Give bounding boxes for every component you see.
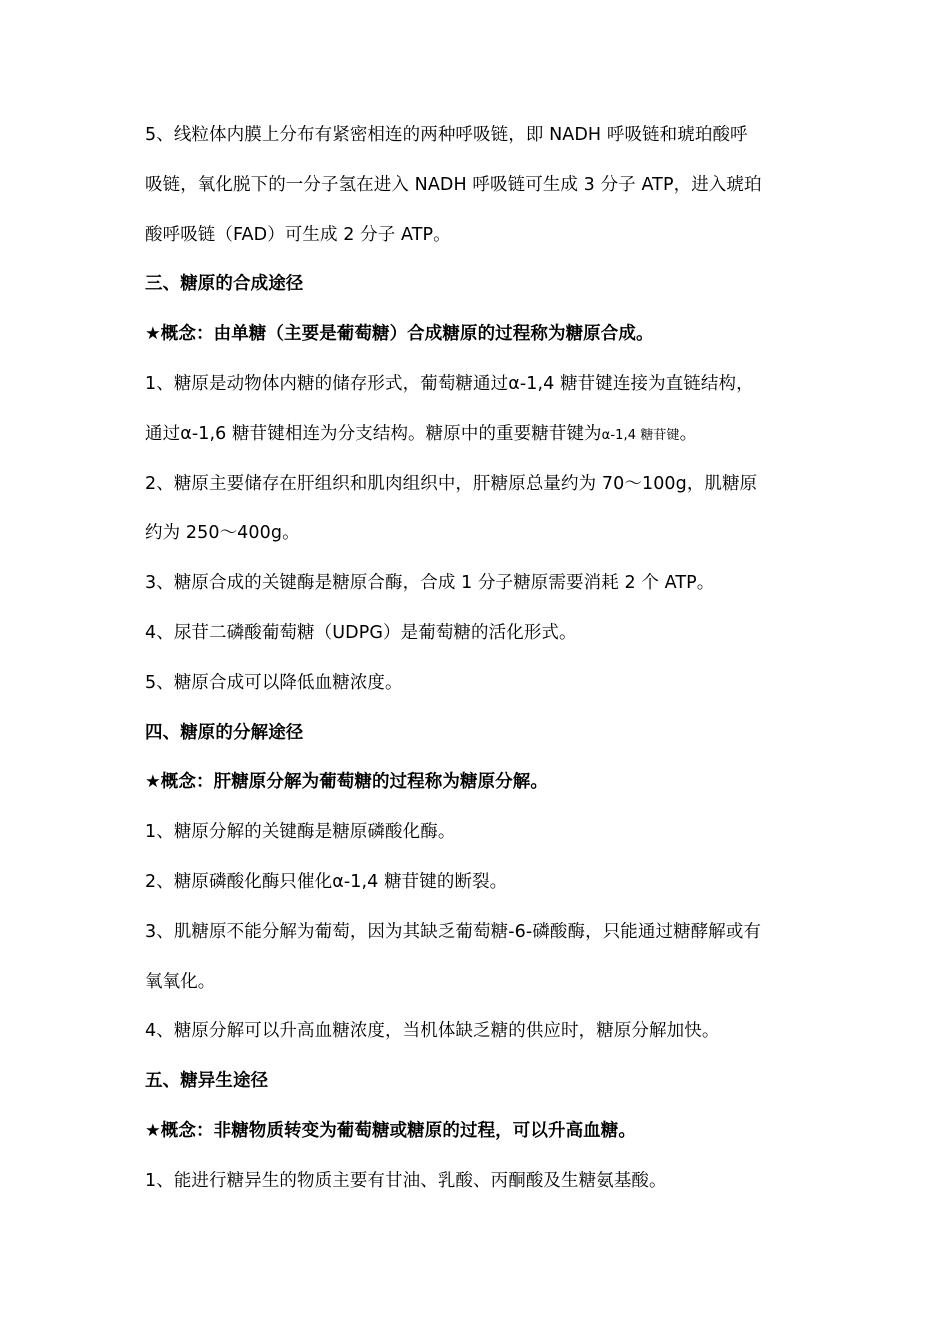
paragraph-text: 。: [679, 423, 698, 444]
paragraph-line: 1、能进行糖异生的物质主要有甘油、乳酸、丙酮酸及生糖氨基酸。: [145, 1170, 667, 1191]
paragraph-line: 氧氧化。: [145, 971, 216, 992]
paragraph-line: 4、尿苷二磷酸葡萄糖（UDPG）是葡萄糖的活化形式。: [145, 622, 577, 643]
paragraph-line: 4、糖原分解可以升高血糖浓度，当机体缺乏糖的供应时，糖原分解加快。: [145, 1021, 720, 1042]
paragraph-line: 3、糖原合成的关键酶是糖原合酶，合成 1 分子糖原需要消耗 2 个 ATP。: [145, 573, 715, 594]
paragraph-line: 5、糖原合成可以降低血糖浓度。: [145, 672, 403, 693]
concept-line: ★概念：非糖物质转变为葡萄糖或糖原的过程，可以升高血糖。: [145, 1120, 636, 1141]
document-page: [145, 111, 810, 1207]
section-heading: 五、糖异生途径: [145, 1071, 269, 1092]
paragraph-line: 2、糖原磷酸化酶只催化α-1,4 糖苷键的断裂。: [145, 871, 508, 892]
paragraph-line: 5、线粒体内膜上分布有紧密相连的两种呼吸链，即 NADH 呼吸链和琥珀酸呼: [145, 125, 748, 145]
paragraph-line: 酸呼吸链（FAD）可生成 2 分子 ATP。: [145, 224, 451, 245]
paragraph-line: [145, 410, 810, 460]
small-text: α-1,4 糖苷键: [601, 427, 680, 443]
paragraph-line: 3、肌糖原不能分解为葡萄，因为其缺乏葡萄糖-6-磷酸酶，只能通过糖酵解或有: [145, 921, 762, 942]
paragraph-line: 1、糖原分解的关键酶是糖原磷酸化酶。: [145, 822, 456, 843]
paragraph-line: 2、糖原主要储存在肝组织和肌肉组织中，肝糖原总量约为 70～100g，肌糖原: [145, 473, 758, 494]
paragraph-line: 吸链，氧化脱下的一分子氢在进入 NADH 呼吸链可生成 3 分子 ATP，进入琥珀: [145, 174, 762, 195]
section-heading: 三、糖原的合成途径: [145, 274, 304, 295]
section-heading: 四、糖原的分解途径: [145, 722, 304, 743]
concept-line: ★概念：肝糖原分解为葡萄糖的过程称为糖原分解。: [145, 772, 548, 793]
paragraph-line: 约为 250～400g。: [145, 523, 300, 544]
paragraph-line: 1、糖原是动物体内糖的储存形式，葡萄糖通过α-1,4 糖苷键连接为直链结构，: [145, 373, 754, 394]
concept-line: ★概念：由单糖（主要是葡萄糖）合成糖原的过程称为糖原合成。: [145, 324, 654, 345]
paragraph-text: 通过α-1,6 糖苷键相连为分支结构。糖原中的重要糖苷键为: [145, 423, 602, 444]
